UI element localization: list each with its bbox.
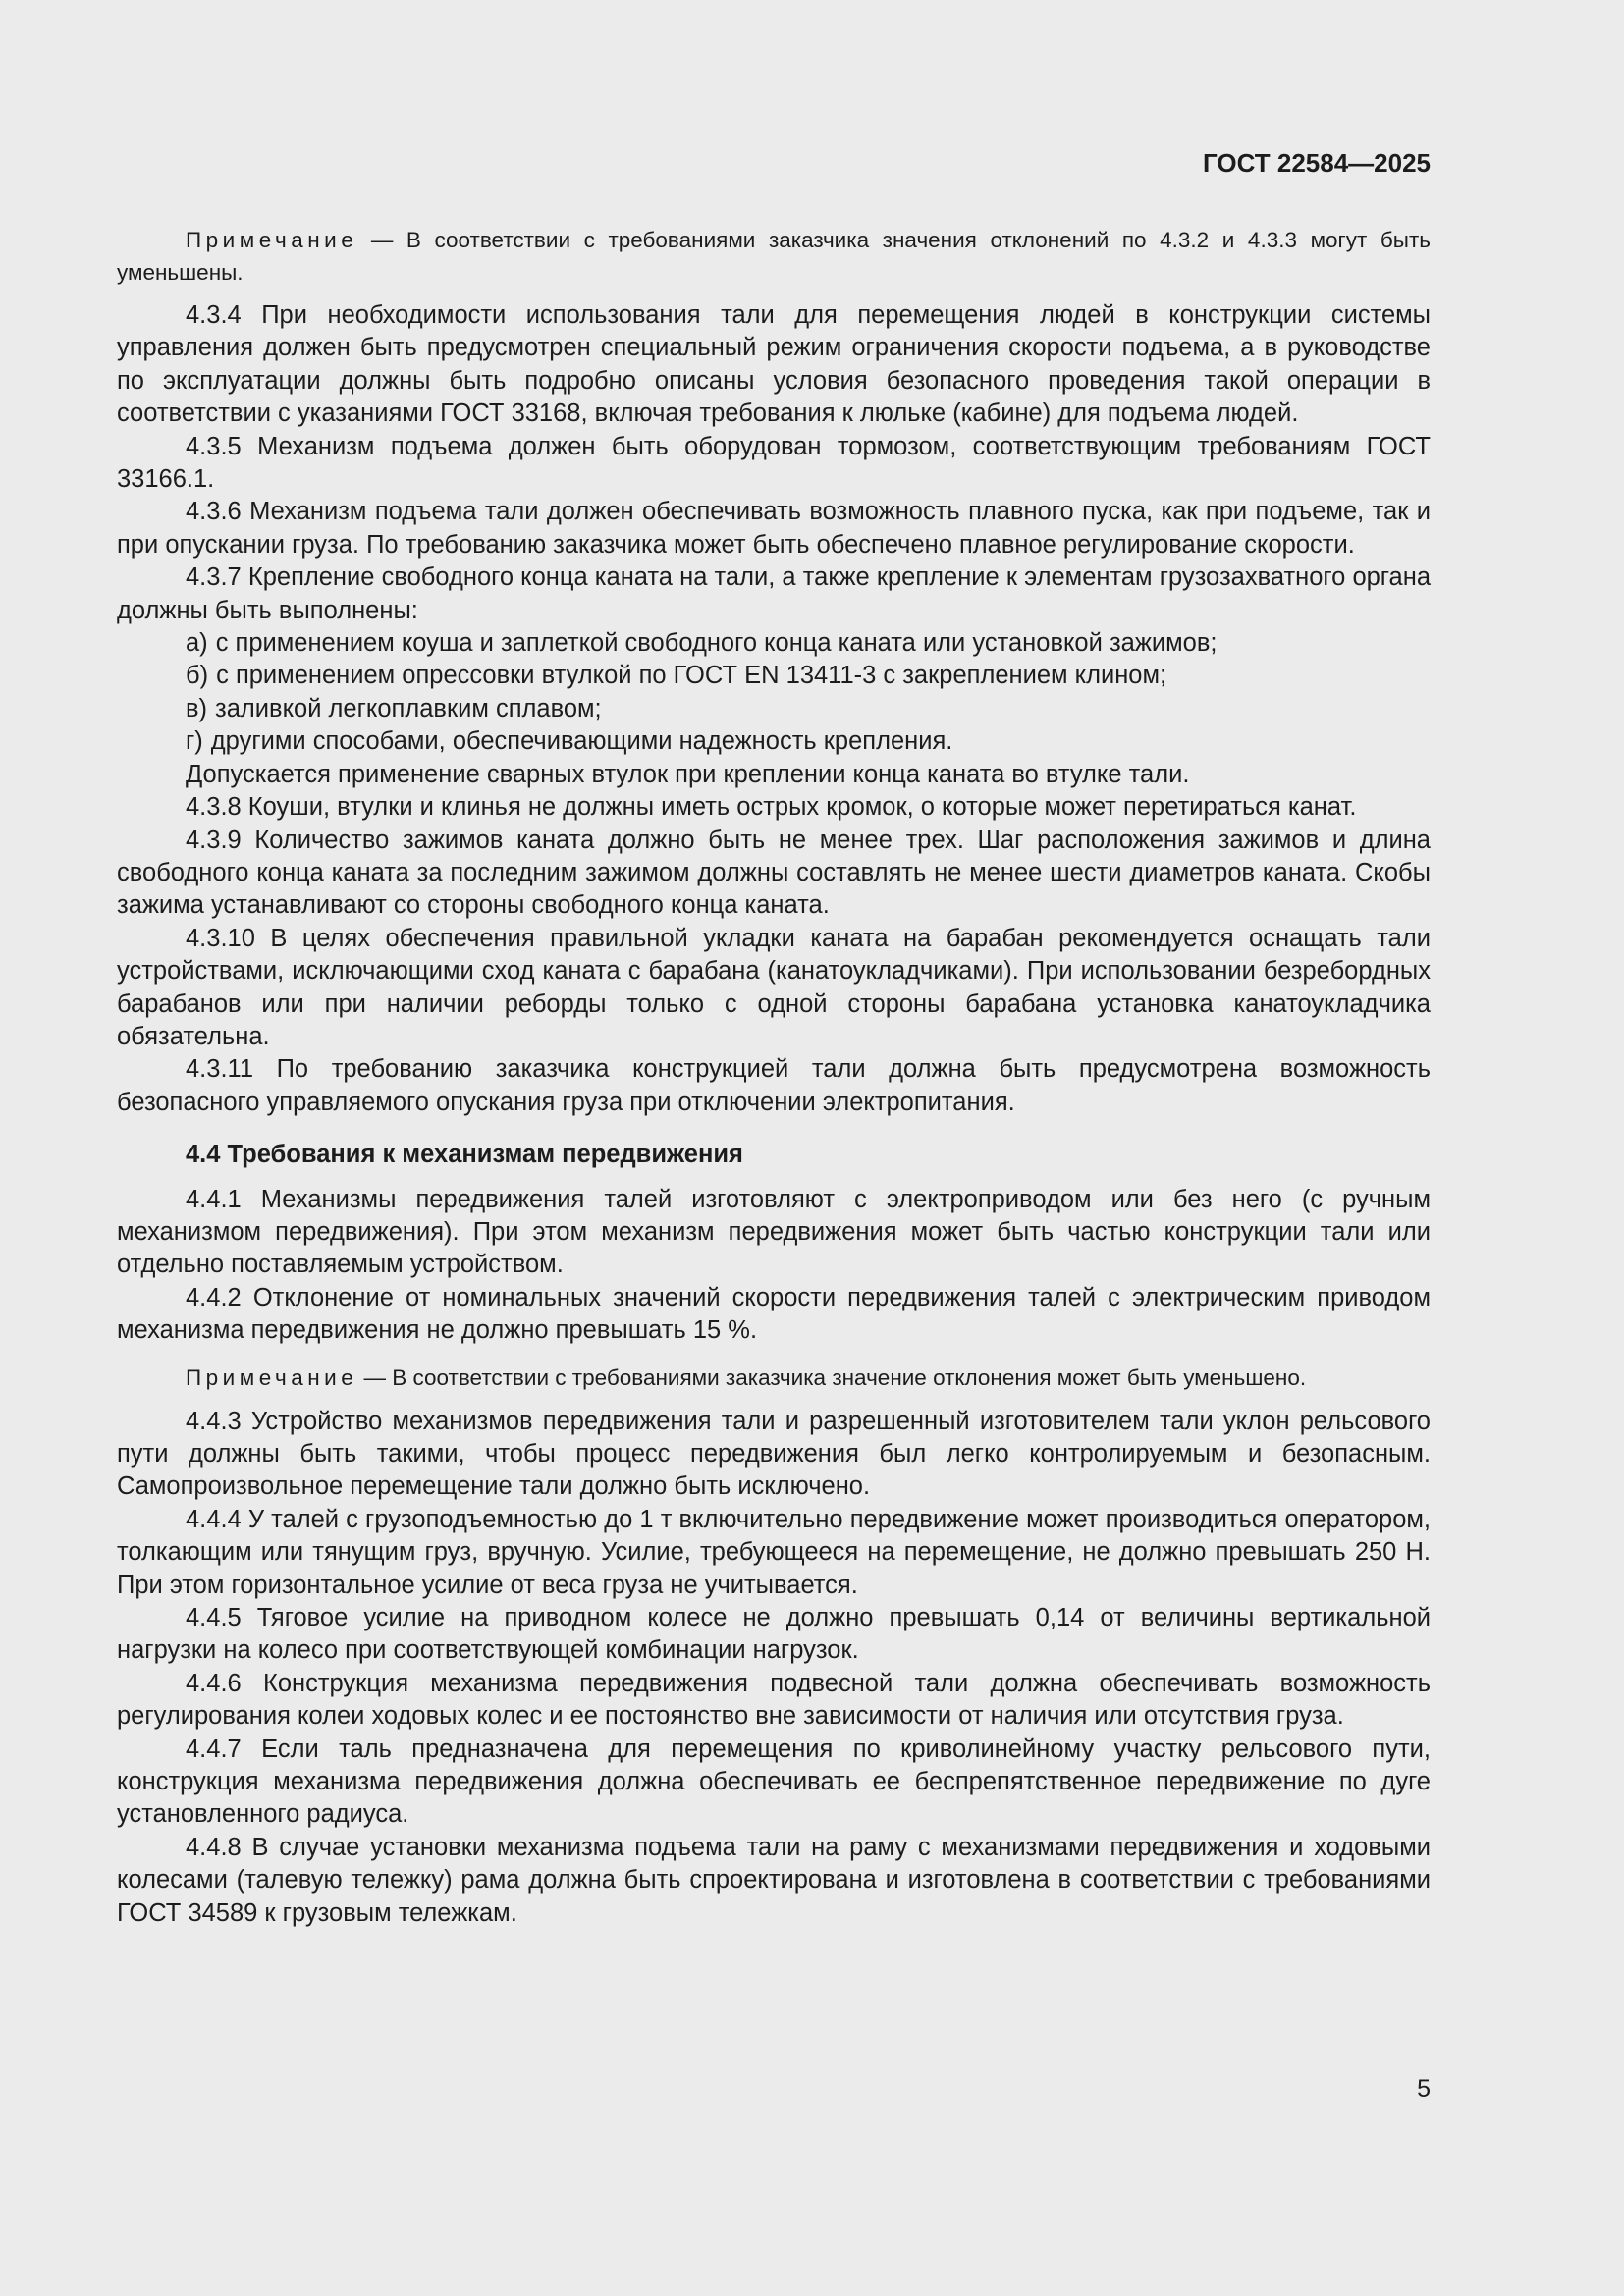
list-marker: б): [186, 662, 209, 690]
document-page: [117, 143, 1431, 1930]
clause-4-4-6: 4.4.6 Конструкция механизма передвижения подвесной тали должна обеспечивать возможность регулирования колеи ходовых колес и ее постоянство вне зависимости от наличия или отсутствия груза.: [117, 1669, 1431, 1731]
note-deviation-reduction: [117, 224, 1431, 289]
list-item-text: заливкой легкоплавким сплавом;: [215, 694, 602, 722]
list-marker: г): [186, 727, 203, 756]
clause-4-3-6: 4.3.6 Механизм подъема тали должен обеспечивать возможность плавного пуска, как при подъеме, так и при опускании груза. По требованию заказчика может быть обеспечено плавное регулирование скорости.: [117, 498, 1431, 559]
clause-4-3-5: 4.3.5 Механизм подъема должен быть оборудован тормозом, соответствующим требованиям ГОСТ 33166.1.: [117, 432, 1431, 494]
clause-4-4-8: 4.4.8 В случае установки механизма подъема тали на раму с механизмами передвижения и ходовыми колесами (талевую тележку) рама должна быть спроектирована и изготовлена в соответствии с требованиями ГОСТ 34589 к грузовым тележкам.: [117, 1833, 1431, 1927]
note-text: — В соответствии с требованиями заказчика значения отклонений по 4.3.2 и 4.3.3 могут быть уменьшены.: [117, 228, 1431, 285]
clause-4-4-2: 4.4.2 Отклонение от номинальных значений скорости передвижения талей с электрическим приводом механизма передвижения не должно превышать 15 %.: [117, 1283, 1431, 1345]
clause-4-3-8: 4.3.8 Коуши, втулки и клинья не должны иметь острых кромок, о которые может перетираться канат.: [186, 793, 1357, 822]
page-number: 5: [1417, 2075, 1431, 2103]
list-item-text: с применением опрессовки втулкой по ГОСТ EN 13411-3 с закреплением клином;: [216, 662, 1167, 690]
list-item: [117, 627, 1431, 660]
clause-4-3-10: 4.3.10 В целях обеспечения правильной укладки каната на барабан рекомендуется оснащать тали устройствами, исключающими сход каната с барабана (канатоукладчиками). При использовании безребордных барабанов или при наличии реборды только с одной стороны барабана установка канатоукладчика обязательна.: [117, 924, 1431, 1050]
note-deviation-value: [117, 1362, 1431, 1394]
clause-4-4-4: 4.4.4 У талей с грузоподъемностью до 1 т включительно передвижение может производиться оператором, толкающим или тянущим груз, вручную. Усилие, требующееся на перемещение, не должно превышать 250 Н. При этом горизонтальное усилие от веса груза не учитывается.: [117, 1505, 1431, 1599]
clause-4-3-7: 4.3.7 Крепление свободного конца каната на тали, а также крепление к элементам грузозахватного органа должны быть выполнены:: [117, 563, 1431, 624]
list-marker: а): [186, 629, 208, 658]
list-item-text: с применением коуша и заплеткой свободного конца каната или установкой зажимов;: [215, 629, 1218, 658]
clause-4-3-4: 4.3.4 При необходимости использования тали для перемещения людей в конструкции системы управления должен быть предусмотрен специальный режим ограничения скорости подъема, а в руководстве по эксплуатации должны быть подробно описаны условия безопасного проведения такой операции в соответствии с указаниями ГОСТ 33168, включая требования к люльке (кабине) для подъема людей.: [117, 301, 1431, 428]
list-item: [117, 725, 1431, 758]
note-text: — В соответствии с требованиями заказчика значение отклонения может быть уменьшено.: [363, 1364, 1307, 1390]
clause-4-3-9: 4.3.9 Количество зажимов каната должно быть не менее трех. Шаг расположения зажимов и длина свободного конца каната за последним зажимом должны составлять не менее шести диаметров каната. Скобы зажима устанавливают со стороны свободного конца каната.: [117, 826, 1431, 920]
note-label: Примечание: [186, 228, 358, 252]
clause-4-4-3: 4.4.3 Устройство механизмов передвижения тали и разрешенный изготовителем тали уклон рельсового пути должны быть такими, чтобы процесс передвижения был легко контролируемым и безопасным. Самопроизвольное перемещение тали должно быть исключено.: [117, 1407, 1431, 1501]
list-item-text: другими способами, обеспечивающими надежность крепления.: [210, 727, 953, 756]
document-designation: ГОСТ 22584—2025: [1203, 148, 1431, 178]
clause-4-4-1: 4.4.1 Механизмы передвижения талей изготовляют с электроприводом или без него (с ручным механизмом передвижения). При этом механизм передвижения может быть частью конструкции тали или отдельно поставляемым устройством.: [117, 1185, 1431, 1279]
list-marker: в): [186, 694, 208, 722]
clause-4-3-7-allowance: Допускается применение сварных втулок при креплении конца каната во втулке тали.: [186, 760, 1190, 788]
note-label: Примечание: [186, 1364, 358, 1390]
list-item: [117, 660, 1431, 692]
section-heading-4-4: 4.4 Требования к механизмам передвижения: [186, 1141, 743, 1169]
clause-4-4-5: 4.4.5 Тяговое усилие на приводном колесе не должно превышать 0,14 от величины вертикальной нагрузки на колесо при соответствующей комбинации нагрузок.: [117, 1604, 1431, 1665]
list-item: [117, 693, 1431, 725]
clause-4-3-11: 4.3.11 По требованию заказчика конструкцией тали должна быть предусмотрена возможность безопасного управляемого опускания груза при отключении электропитания.: [117, 1055, 1431, 1116]
clause-4-4-7: 4.4.7 Если таль предназначена для перемещения по криволинейному участку рельсового пути, конструкция механизма передвижения должна обеспечивать ее беспрепятственное передвижение по дуге установленного радиуса.: [117, 1735, 1431, 1829]
